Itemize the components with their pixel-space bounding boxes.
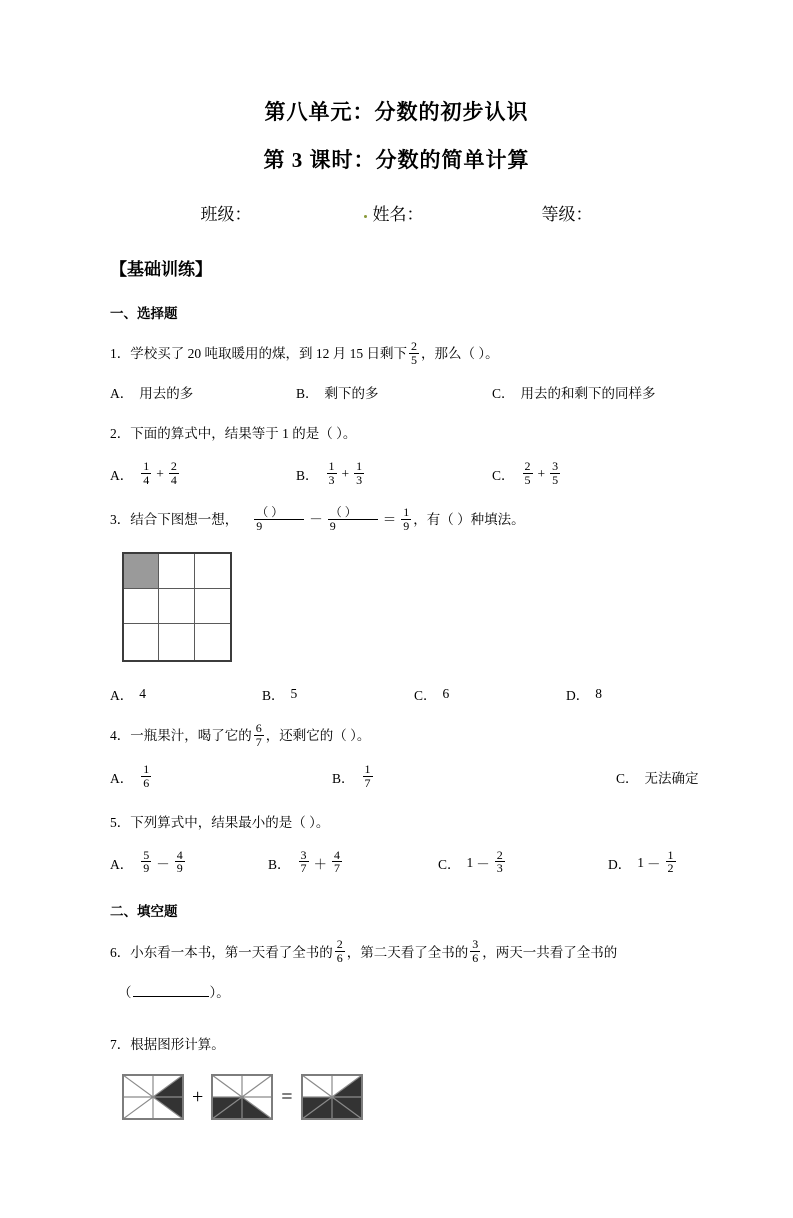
q4-fraction: $\frac{6}{7}$ (255, 720, 262, 749)
question-2-options (110, 458, 793, 488)
q1-text-b: ，那么（ ）。 (421, 346, 499, 362)
q1-text-a: 1．学校买了 20 吨取暖用的煤，到 12 月 15 日剩下 (110, 346, 407, 362)
q3-option-c[interactable]: C． 6 (414, 685, 450, 703)
q6-answer-input[interactable] (133, 983, 209, 997)
q2-option-b-fraction-2: $\frac{1}{3}$ (356, 458, 363, 487)
q6-text-a: 6．小东看一本书，第一天看了全书的 (110, 944, 333, 960)
q1-option-b-text: 剩下的多 (324, 385, 379, 401)
question-5 (110, 810, 793, 836)
subsection-multiple-choice: 一、选择题 (110, 306, 178, 321)
three-by-three-grid-figure (122, 552, 232, 662)
q2-option-c[interactable] (492, 458, 562, 488)
q5-option-a-fraction-2: $\frac{4}{9}$ (176, 847, 183, 876)
question-4 (110, 720, 793, 750)
grade-label: 等级： (541, 205, 593, 224)
q1-option-b-label: B． (296, 385, 319, 401)
q4-text-b: ，还剩它的（ ）。 (265, 728, 371, 744)
question-5-options (110, 847, 793, 877)
q4-option-a-fraction: $\frac{1}{6}$ (143, 761, 150, 790)
q3-minus-operator: － (309, 512, 323, 528)
q5-option-d-lead: 1 (637, 854, 644, 870)
shaded-rectangle-result (301, 1074, 363, 1120)
question-4-options (110, 761, 793, 791)
q1-fraction-denominator: 5 (411, 352, 417, 367)
grid-cell-3 (195, 554, 230, 589)
name-label: 姓名： (372, 205, 424, 224)
q5-option-c-lead: 1 (466, 854, 474, 870)
q6-fraction-2: $\frac{3}{6}$ (472, 937, 479, 966)
unit-title: 第八单元：分数的初步认识 (264, 100, 529, 124)
q4-text-a: 4．一瓶果汁，喝了它的 (110, 728, 252, 744)
q4-option-b-fraction: $\frac{1}{7}$ (364, 761, 371, 790)
shaded-rectangle-1 (122, 1074, 184, 1120)
question-6 (110, 939, 793, 966)
q5-option-c[interactable]: C． 1 － $\frac{2}{3}$ (438, 847, 503, 876)
q2-option-b-operator: + (341, 466, 350, 482)
subsection-fill-in-blank: 二、填空题 (110, 904, 178, 920)
q1-option-a-text: 用去的多 (139, 385, 194, 401)
q2-option-a-fraction-1: $\frac{1}{4}$ (143, 458, 150, 487)
q5-option-b-fraction-1: $\frac{3}{7}$ (300, 847, 307, 876)
q2-option-c-fraction-1: $\frac{2}{5}$ (524, 458, 531, 487)
question-3-options (110, 684, 793, 704)
q2-option-a-operator: + (156, 466, 164, 482)
question-2 (110, 421, 793, 447)
question-6-answer-blank (118, 980, 793, 1006)
question-7 (110, 1032, 793, 1058)
q3-option-d[interactable]: D． 8 (566, 685, 602, 703)
grid-cell-2 (159, 554, 194, 589)
student-info-row (0, 200, 793, 225)
grid-cell-8 (159, 624, 194, 659)
grid-cell-4 (124, 589, 159, 624)
q7-plus-operator: + (192, 1085, 204, 1108)
q3-result-fraction: $\frac{1}{9}$ (403, 504, 410, 533)
q5-option-b-fraction-2: $\frac{4}{7}$ (334, 847, 341, 876)
q5-option-b[interactable]: B． $\frac{3}{7}$ ＋ $\frac{4}{7}$ (268, 847, 341, 876)
question-7-figure-row (122, 1074, 793, 1120)
q5-text: 5．下列算式中，结果最小的是（ ）。 (110, 814, 330, 830)
q1-option-c-text: 用去的和剩下的同样多 (520, 385, 656, 401)
grid-cell-1 (124, 554, 159, 589)
q4-option-a[interactable]: A． $\frac{1}{6}$ (110, 761, 150, 790)
q2-option-c-operator: + (537, 466, 546, 482)
q1-fraction-numerator: 2 (411, 339, 417, 353)
q1-fraction (409, 340, 419, 367)
class-label: 班级： (200, 205, 252, 224)
q3-text-b: ，有（ ）种填法。 (413, 512, 525, 528)
q2-option-c-fraction-2: $\frac{3}{5}$ (552, 458, 559, 487)
q7-text: 7．根据图形计算。 (110, 1037, 225, 1053)
q7-equals-operator: = (281, 1085, 293, 1108)
q2-option-a-fraction-2: $\frac{2}{4}$ (170, 458, 177, 487)
grid-cell-7 (124, 624, 159, 659)
question-1 (110, 341, 793, 368)
q6-blank-close-paren: ）。 (209, 985, 230, 1001)
q1-option-a[interactable] (110, 382, 296, 402)
q2-option-b[interactable] (296, 458, 492, 488)
q1-option-c-label: C． (492, 385, 515, 401)
q2-option-c-label: C． (492, 468, 515, 484)
shaded-rectangle-2 (211, 1074, 273, 1120)
q2-option-a-label: A． (110, 468, 134, 484)
q3-option-a[interactable]: A． 4 (110, 685, 146, 703)
q6-blank-open-paren: （ (118, 985, 132, 1001)
q6-fraction-1: $\frac{2}{6}$ (336, 937, 343, 966)
worksheet-page (0, 96, 793, 1218)
q6-text-b: ，第二天看了全书的 (346, 944, 469, 960)
section-basic-training: 【基础训练】 (110, 260, 212, 279)
q2-option-a[interactable] (110, 458, 296, 488)
q4-option-c-text: 无法确定 (644, 771, 699, 787)
q3-fraction-blank-2[interactable]: $\frac{( )}{9}$ (328, 506, 378, 533)
stray-dot-artifact (364, 215, 367, 218)
q3-equals-operator: ＝ (382, 512, 397, 528)
q6-text-c: ，两天一共看了全书的 (482, 944, 618, 960)
question-1-options (110, 382, 793, 402)
q1-option-b[interactable] (296, 382, 492, 402)
grid-cell-9 (195, 624, 230, 659)
q3-option-b[interactable]: B． 5 (262, 685, 298, 703)
q3-text-a: 3．结合下图想一想， (110, 512, 239, 528)
question-3 (110, 504, 793, 534)
grid-cell-5 (159, 589, 194, 624)
q4-option-b[interactable]: B． $\frac{1}{7}$ (332, 761, 371, 790)
q4-option-c[interactable]: C． 无法确定 (616, 767, 699, 787)
q5-option-d[interactable]: D． 1 － $\frac{1}{2}$ (608, 847, 674, 876)
q1-option-a-label: A． (110, 385, 134, 401)
q5-option-a-fraction-1: $\frac{5}{9}$ (143, 847, 150, 876)
grid-cell-6 (195, 589, 230, 624)
q5-option-c-fraction: $\frac{2}{3}$ (496, 847, 503, 876)
q5-option-d-fraction: $\frac{1}{2}$ (667, 847, 674, 876)
q2-option-b-fraction-1: $\frac{1}{3}$ (328, 458, 335, 487)
q3-fraction-blank-1[interactable]: $\frac{( )}{9}$ (254, 506, 304, 533)
q5-option-a[interactable]: A． $\frac{5}{9}$ － $\frac{4}{9}$ (110, 847, 183, 876)
lesson-title: 第 3 课时：分数的简单计算 (263, 148, 530, 172)
q2-text: 2．下面的算式中，结果等于 1 的是（ ）。 (110, 425, 357, 441)
q2-option-b-label: B． (296, 468, 319, 484)
q1-option-c[interactable] (492, 382, 656, 402)
